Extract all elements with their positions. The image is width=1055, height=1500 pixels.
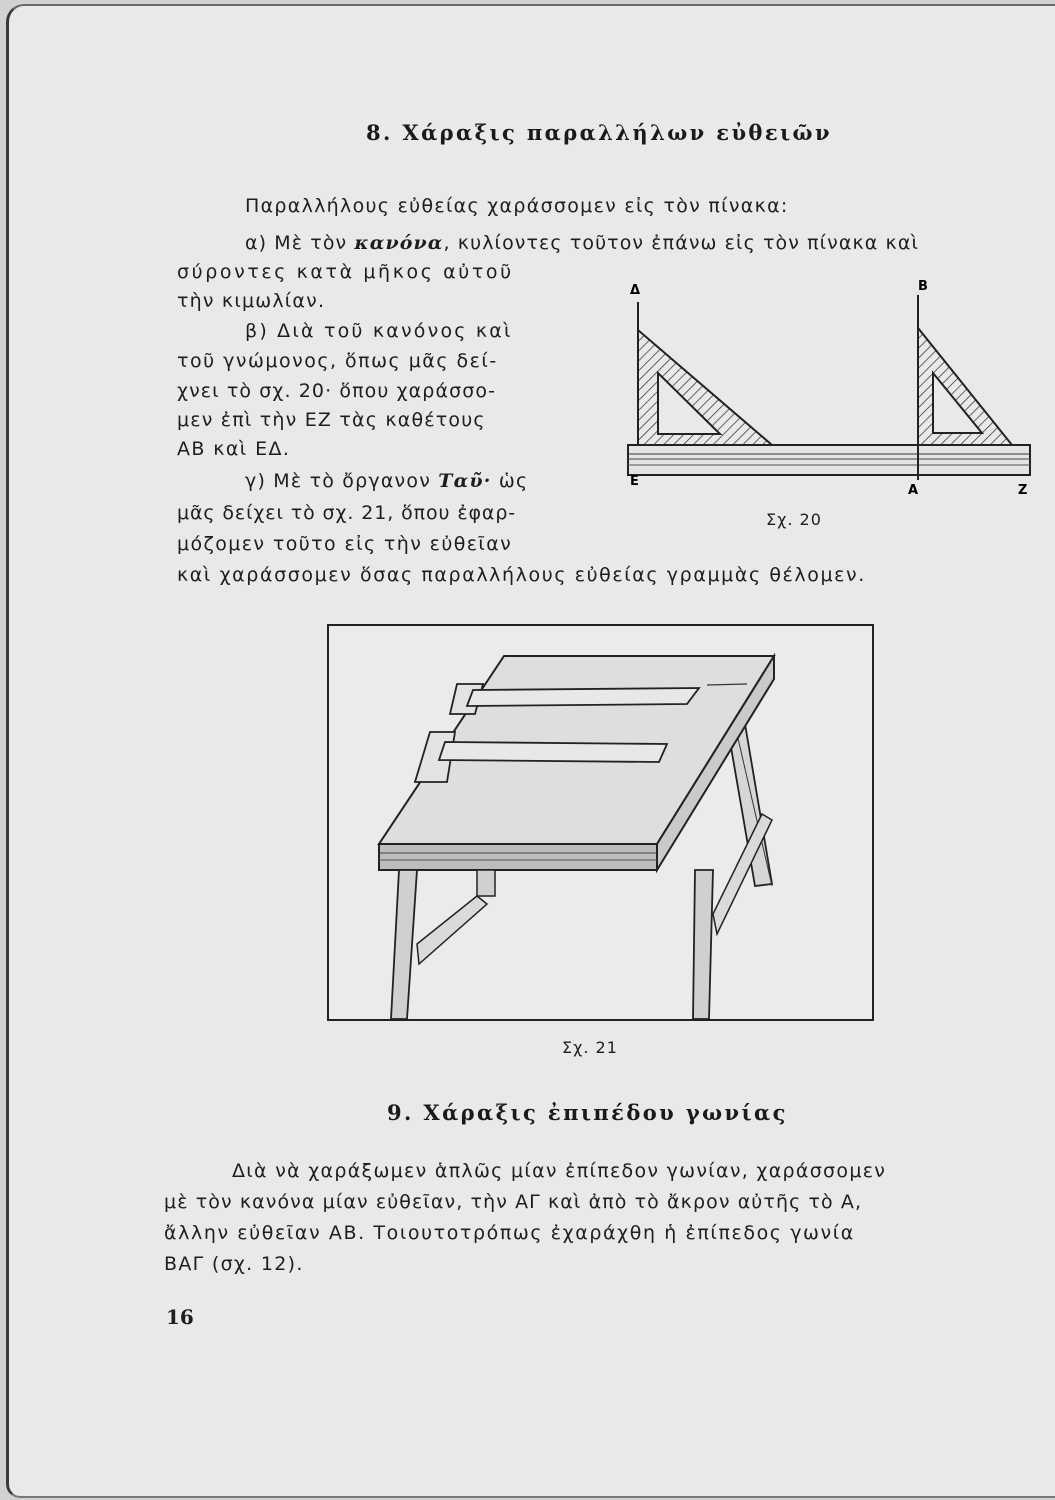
section-8-heading: 8. Χάραξις παραλλήλων εὐθειῶν <box>366 120 832 145</box>
item-c-keyword: Ταῦ· <box>438 470 492 492</box>
section-9-line-2: μὲ τὸν κανόνα μίαν εὐθεῖαν, τὴν ΑΓ καὶ ἀπὸ τὸ ἄκρον αὐτῆς τὸ Α, <box>164 1191 863 1213</box>
item-a-keyword: κανόνα <box>354 232 444 254</box>
label-e: Ε <box>630 474 639 489</box>
item-b-line-1: β) Διὰ τοῦ κανόνος καὶ <box>245 320 513 342</box>
item-b-line-4: μεν ἐπὶ τὴν ΕΖ τὰς καθέτους <box>177 409 486 431</box>
item-a-line-1-post: , κυλίοντες τοῦτον ἐπάνω εἰς τὸν πίνακα καὶ <box>443 232 920 254</box>
intro-line: Παραλλήλους εὐθείας χαράσσομεν εἰς τὸν πίνακα: <box>245 195 789 217</box>
label-a: Α <box>908 483 919 495</box>
item-c-line-4: καὶ χαράσσομεν ὅσας παραλλήλους εὐθείας γραμμὰς θέλομεν. <box>177 564 866 586</box>
item-b-line-5: ΑΒ καὶ ΕΔ. <box>177 438 291 460</box>
label-z: Ζ <box>1018 483 1028 495</box>
label-delta: Δ <box>630 283 641 298</box>
item-c-line-2: μᾶς δείχει τὸ σχ. 21, ὅπου ἐφαρ- <box>177 502 517 524</box>
item-c-line-3: μόζομεν τοῦτο εἰς τὴν εὐθεῖαν <box>177 533 513 555</box>
section-9-heading: 9. Χάραξις ἐπιπέδου γωνίας <box>387 1100 788 1125</box>
item-a-line-1 <box>245 234 919 253</box>
set-square-left <box>638 330 772 445</box>
item-c-line-1-post: ὡς <box>491 470 529 492</box>
section-9-line-4: ΒΑΓ (σχ. 12). <box>164 1253 304 1275</box>
label-b: Β <box>918 279 928 294</box>
item-b-line-2: τοῦ γνώμονος, ὅπως μᾶς δεί- <box>177 350 498 372</box>
section-9-line-3: ἄλλην εὐθεῖαν ΑΒ. Τοιουτοτρόπως ἐχαράχθη ἡ ἐπίπεδος γωνία <box>164 1222 855 1244</box>
figure-21-caption: Σχ. 21 <box>562 1038 618 1057</box>
section-9-line-1: Διὰ νὰ χαράξωμεν ἁπλῶς μίαν ἐπίπεδον γωνίαν, χαράσσομεν <box>232 1160 887 1182</box>
figure-20-diagram <box>620 270 1040 495</box>
page-number: 16 <box>166 1305 194 1329</box>
ruler-ez <box>628 445 1030 475</box>
item-a-line-1-pre: α) Μὲ τὸν <box>245 232 355 254</box>
set-square-right <box>918 328 1012 445</box>
figure-21-illustration <box>327 624 874 1021</box>
item-c-line-1 <box>245 472 528 491</box>
item-a-line-2: σύροντες κατὰ μῆκος αὐτοῦ <box>177 261 514 283</box>
item-a-line-3: τὴν κιμωλίαν. <box>177 290 326 312</box>
item-b-line-3: χνει τὸ σχ. 20· ὅπου χαράσσο- <box>177 380 497 402</box>
item-c-line-1-pre: γ) Μὲ τὸ ὄργανον <box>245 470 439 492</box>
figure-20-caption: Σχ. 20 <box>766 510 822 529</box>
